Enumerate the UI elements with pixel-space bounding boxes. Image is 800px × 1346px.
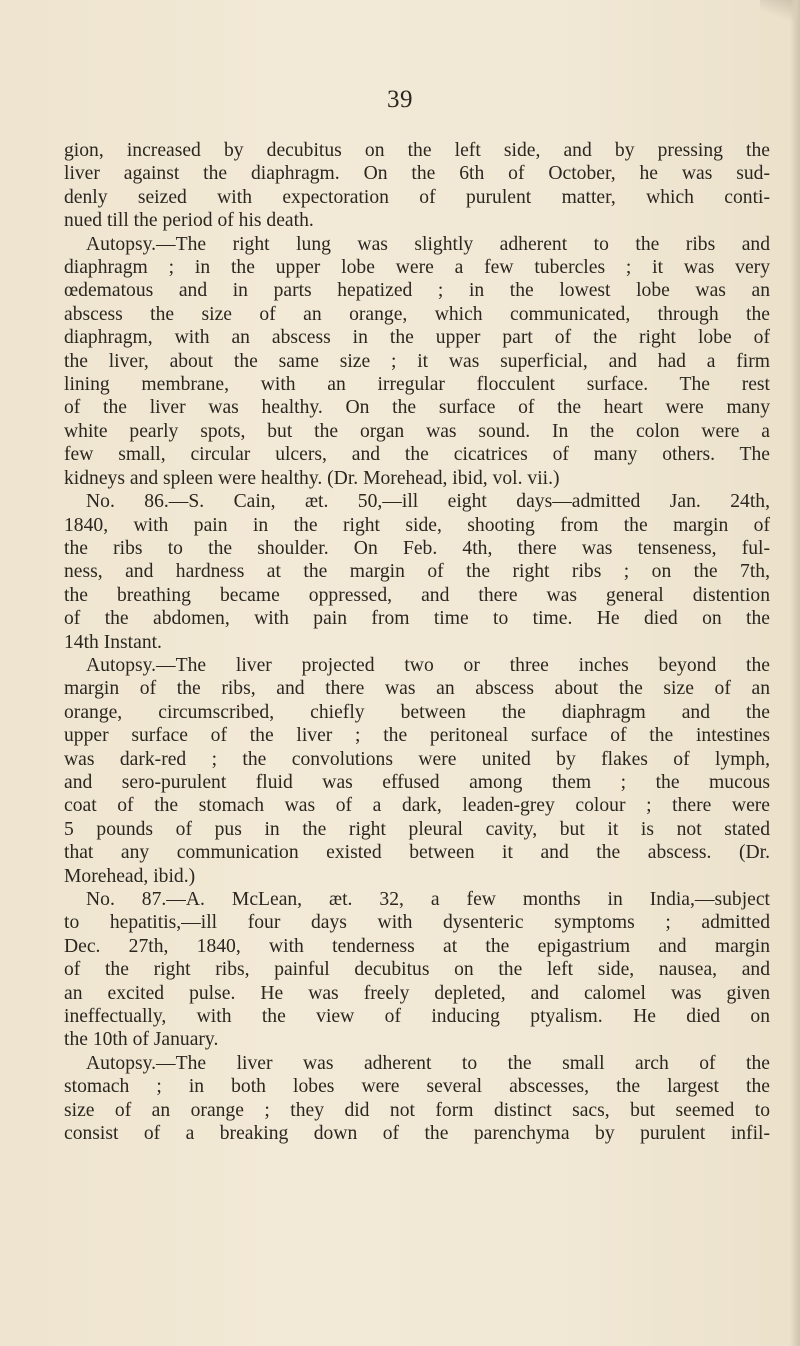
text-line: diaphragm, with an abscess in the upper part of the right lobe of xyxy=(64,327,770,349)
text-line: No. 87.—A. McLean, æt. 32, a few months in India,—subject xyxy=(86,889,770,910)
text-line: œdematous and in parts hepatized ; in the lowest lobe was an xyxy=(64,280,770,302)
text-line: Autopsy.—The liver was adherent to the small arch of the xyxy=(86,1052,770,1074)
text-line: stomach ; in both lobes were several abscesses, the largest the xyxy=(64,1076,770,1098)
text-line: size of an orange ; they did not form distinct sacs, but seemed to xyxy=(64,1099,770,1121)
text-line: the liver, about the same size ; it was superficial, and had a firm xyxy=(64,350,770,372)
text-line: kidneys and spleen were healthy. (Dr. Morehead, ibid, vol. vii.) xyxy=(64,467,560,489)
text-line: the breathing became oppressed, and there was general distention xyxy=(64,584,770,606)
text-line: abscess the size of an orange, which communicated, through the xyxy=(64,303,770,325)
text-line: white pearly spots, but the organ was sound. In the colon were a xyxy=(64,420,770,442)
page-number: 39 xyxy=(387,86,413,113)
text-line: denly seized with expectoration of purulent matter, which conti- xyxy=(64,186,770,208)
text-line: liver against the diaphragm. On the 6th of October, he was sud- xyxy=(64,163,770,185)
text-line: 1840, with pain in the right side, shooting from the margin of xyxy=(64,514,770,536)
text-line: Morehead, ibid.) xyxy=(64,865,196,887)
text-line: an excited pulse. He was freely depleted, and calomel was given xyxy=(64,982,770,1004)
text-line: to hepatitis,—ill four days with dysenteric symptoms ; admitted xyxy=(64,912,770,934)
text-line: that any communication existed between it and the abscess. (Dr. xyxy=(64,842,770,864)
text-line: diaphragm ; in the upper lobe were a few tubercles ; it was very xyxy=(64,257,770,279)
text-line: margin of the ribs, and there was an abscess about the size of an xyxy=(64,678,770,700)
text-line: of the abdomen, with pain from time to time. He died on the xyxy=(64,608,770,630)
text-line: of the liver was healthy. On the surface of the heart were many xyxy=(64,397,770,419)
text-line: of the right ribs, painful decubitus on the left side, nausea, and xyxy=(64,959,770,981)
text-line: ness, and hardness at the margin of the right ribs ; on the 7th, xyxy=(64,561,770,583)
text-line: consist of a breaking down of the parenchyma by purulent infil- xyxy=(64,1123,770,1145)
text-line: and sero-purulent fluid was effused among them ; the mucous xyxy=(64,771,770,793)
text-line: lining membrane, with an irregular flocculent surface. The rest xyxy=(64,374,770,396)
text-line: ineffectually, with the view of inducing ptyalism. He died on xyxy=(64,1006,770,1028)
body-text xyxy=(64,139,770,1145)
text-line: Autopsy.—The liver projected two or three inches beyond the xyxy=(86,654,770,676)
text-line: few small, circular ulcers, and the cicatrices of many others. The xyxy=(64,444,770,466)
text-line: upper surface of the liver ; the peritoneal surface of the intestines xyxy=(64,725,770,747)
text-line: coat of the stomach was of a dark, leaden-grey colour ; there were xyxy=(64,795,770,817)
text-line: the ribs to the shoulder. On Feb. 4th, there was tenseness, ful- xyxy=(64,537,770,559)
text-line: Autopsy.—The right lung was slightly adherent to the ribs and xyxy=(86,233,770,255)
text-line: 5 pounds of pus in the right pleural cavity, but it is not stated xyxy=(64,818,770,840)
text-line: gion, increased by decubitus on the left side, and by pressing the xyxy=(64,140,770,161)
text-line: the 10th of January. xyxy=(64,1029,219,1051)
page-edge-shadow xyxy=(790,0,800,1346)
text-line: nued till the period of his death. xyxy=(64,210,314,232)
text-line: was dark-red ; the convolutions were united by flakes of lymph, xyxy=(64,748,770,770)
text-line: 14th Instant. xyxy=(64,631,162,653)
text-line: orange, circumscribed, chiefly between the diaphragm and the xyxy=(64,701,770,723)
text-line: No. 86.—S. Cain, æt. 50,—ill eight days—admitted Jan. 24th, xyxy=(86,491,770,513)
text-line: Dec. 27th, 1840, with tenderness at the epigastrium and margin xyxy=(64,935,770,957)
